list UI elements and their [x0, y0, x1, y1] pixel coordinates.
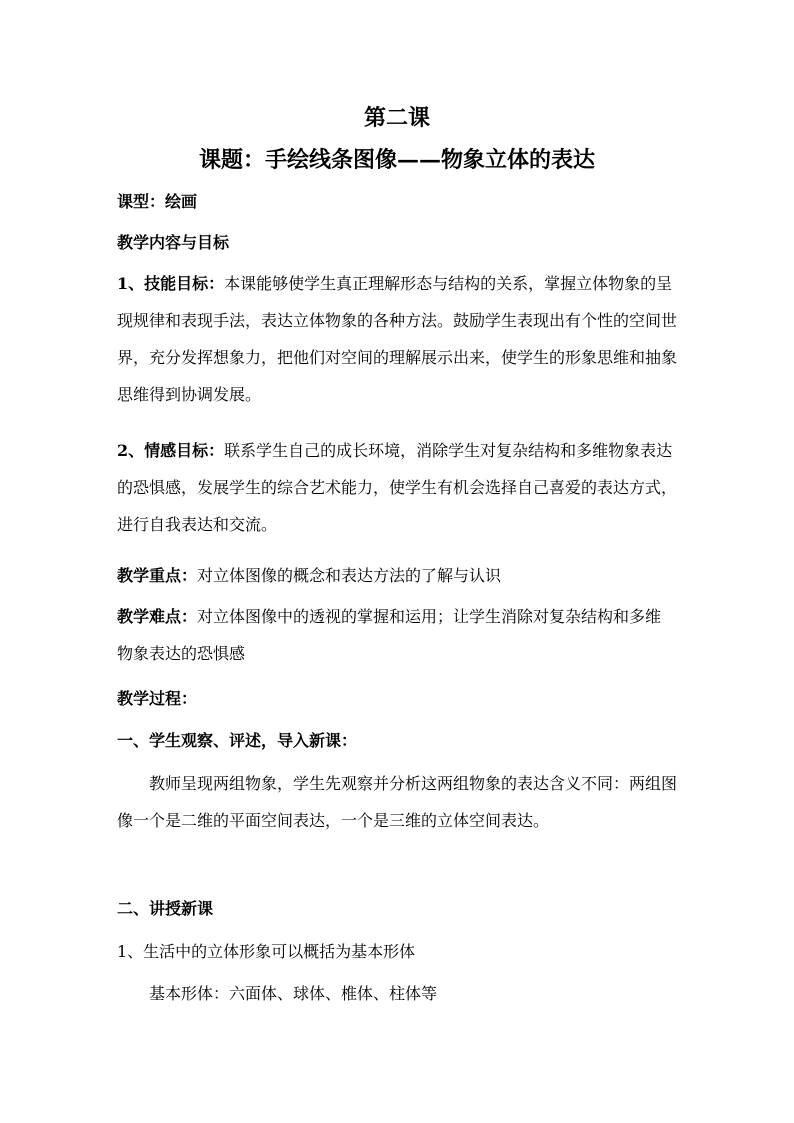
lesson-subtitle: 课题：手绘线条图像——物象立体的表达 — [198, 147, 595, 173]
difficulty-text: 对立体图像中的透视的掌握和运用；让学生消除对复杂结构和多维物象表达的恐惧感 — [117, 607, 662, 663]
key-point — [117, 557, 677, 594]
section1-heading: 一、学生观察、评述，导入新课： — [117, 731, 358, 750]
skill-objective — [117, 265, 677, 413]
key-point-text: 对立体图像的概念和表达方法的了解与认识 — [197, 566, 502, 585]
emotion-objective-label: 2、情感目标： — [117, 441, 225, 460]
section2-item1-detail: 基本形体：六面体、球体、椎体、柱体等 — [149, 984, 438, 1003]
section2-item1: 1、生活中的立体形象可以概括为基本形体 — [117, 942, 416, 961]
lesson-title: 第二课 — [363, 105, 430, 131]
section2-heading: 二、讲授新课 — [117, 899, 214, 918]
skill-objective-text: 本课能够使学生真正理解形态与结构的关系，掌握立体物象的呈现规律和表现手法，表达立体物象的各种方法。鼓励学生表现出有个性的空间世界，充分发挥想象力，把他们对空间的理解展示出来，使学生的形象思维和抽象思维得到协调发展。 — [117, 274, 678, 404]
difficulty-label: 教学难点： — [117, 607, 198, 626]
key-point-label: 教学重点： — [117, 566, 198, 585]
emotion-objective — [117, 432, 677, 543]
lesson-type: 课型：绘画 — [117, 192, 198, 211]
difficulty — [117, 598, 677, 672]
process-heading: 教学过程： — [117, 689, 198, 708]
content-heading: 教学内容与目标 — [117, 233, 230, 252]
section1-text: 教师呈现两组物象，学生先观察并分析这两组物象的表达含义不同：两组图像一个是二维的平面空间表达，一个是三维的立体空间表达。 — [117, 774, 678, 830]
skill-objective-label: 1、技能目标： — [117, 274, 225, 293]
emotion-objective-text: 联系学生自己的成长环境，消除学生对复杂结构和多维物象表达的恐惧感，发展学生的综合艺术能力，使学生有机会选择自己喜爱的表达方式，进行自我表达和交流。 — [117, 441, 678, 534]
